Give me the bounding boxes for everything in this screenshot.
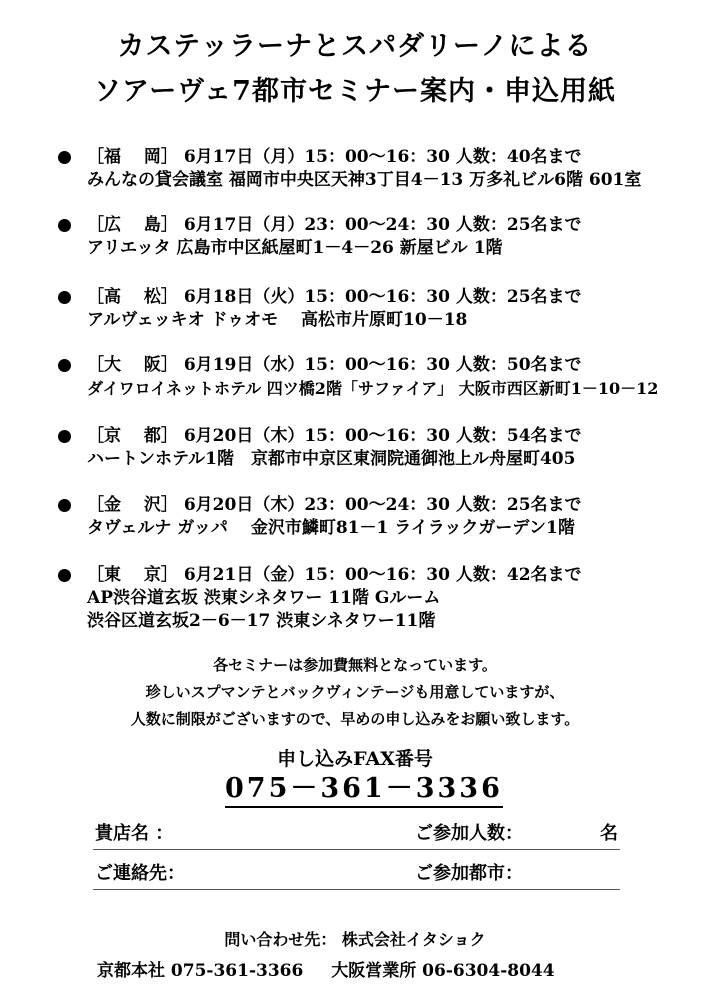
seminar-kyoto	[58, 425, 698, 471]
form-row-store	[93, 817, 620, 850]
seminar-venue: アリエッタ 広島市中区紙屋町1－4－26 新屋ビル 1階	[87, 238, 503, 258]
seminar-venue: ハートンホテル1階 京都市中京区東洞院通御池上ル舟屋町405	[87, 449, 576, 469]
info-line-2: 珍しいスプマンテとバックヴィンテージも用意していますが、	[145, 683, 565, 701]
seminar-head: ［大 阪］ 6月19日（水）15：00～16：30 人数：50名まで	[87, 355, 582, 375]
osaka-office-phone: 大阪営業所 06-6304-8044	[331, 961, 555, 981]
seminar-kanazawa	[58, 494, 698, 540]
participants-unit: 名	[600, 823, 618, 844]
inquiry-line: 問い合わせ先： 株式会社イタショク	[224, 930, 486, 949]
seminar-head: ［広 島］ 6月17日（月）23：00～24：30 人数：25名まで	[87, 215, 582, 235]
fax-number: 075－361－3336	[225, 766, 503, 808]
seminar-osaka	[58, 354, 698, 400]
seminar-head: ［京 都］ 6月20日（木）15：00～16：30 人数：54名まで	[87, 426, 582, 446]
store-name-label: 貴店名 ：	[95, 823, 174, 844]
seminar-head: ［東 京］ 6月21日（金）15：00～16：30 人数：42名まで	[87, 565, 582, 585]
seminar-venue: AP渋谷道玄坂 渋東シネタワー 11階 Gルーム	[87, 588, 441, 608]
participants-label: ご参加人数：	[415, 823, 523, 844]
bullet-icon	[58, 151, 71, 164]
contact-label: ご連絡先：	[95, 863, 185, 884]
seminar-venue-address: 渋谷区道玄坂2－6－17 渋東シネタワー11階	[87, 611, 436, 631]
seminar-head: ［福 岡］ 6月17日（月）15：00～16：30 人数：40名まで	[87, 147, 582, 167]
seminar-fukuoka	[58, 146, 698, 192]
bullet-icon	[58, 291, 71, 304]
seminar-venue: アルヴェッキオ ドゥオモ 高松市片原町10－18	[87, 310, 468, 330]
info-line-1: 各セミナーは参加費無料となっています。	[213, 656, 497, 674]
seminar-venue: タヴェルナ ガッパ 金沢市鱗町81－1 ライラックガーデン1階	[87, 518, 575, 538]
seminar-venue: ダイワロイネットホテル 四ツ橋2階「サファイア」 大阪市西区新町1－10－12	[87, 379, 659, 398]
bullet-icon	[58, 499, 71, 512]
title-line-1: カステッラーナとスパダリーノによる	[117, 31, 593, 62]
seminar-takamatsu	[58, 286, 698, 332]
bullet-icon	[58, 430, 71, 443]
bullet-icon	[58, 219, 71, 232]
seminar-venue: みんなの貸会議室 福岡市中央区天神3丁目4－13 万多礼ビル6階 601室	[87, 170, 642, 190]
bullet-icon	[58, 569, 71, 582]
form-row-contact	[93, 857, 620, 890]
seminar-head: ［金 沢］ 6月20日（木）23：00～24：30 人数：25名まで	[87, 495, 582, 515]
seminar-hiroshima	[58, 214, 698, 260]
kyoto-office-phone: 京都本社 075-361-3366	[97, 961, 304, 981]
seminar-tokyo	[58, 564, 698, 633]
info-line-3: 人数に制限がございますので、早めの申し込みをお願い致します。	[130, 710, 580, 728]
title-line-2: ソアーヴェ7都市セミナー案内・申込用紙	[94, 76, 616, 107]
seminar-head: ［高 松］ 6月18日（火）15：00～16：30 人数：25名まで	[87, 287, 582, 307]
city-label: ご参加都市：	[415, 863, 523, 884]
bullet-icon	[58, 359, 71, 372]
fax-label: 申し込みFAX番号	[277, 748, 433, 770]
contact-phones	[97, 956, 555, 981]
